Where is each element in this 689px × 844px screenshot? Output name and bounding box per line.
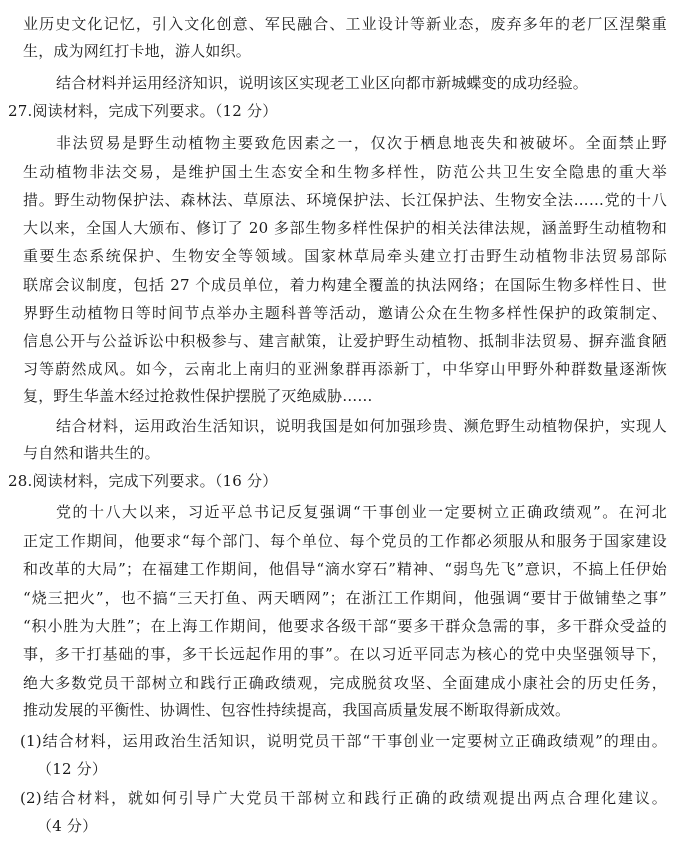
q28-material-line-2: 正定工作期间，他要求“每个部门、每个单位、每个党员的工作都必须服从和服务于国家建设: [23, 532, 667, 550]
q27-question-line-1: 结合材料，运用政治生活知识，说明我国是如何加强珍贵、濒危野生动植物保护，实现人: [56, 417, 667, 435]
q27-material-line-5: 重要生态系统保护、生物安全等领域。国家林草局牵头建立打击野生动植物非法贸易部际: [23, 247, 667, 265]
intro-line-2: 生，成为网红打卡地，游人如织。: [23, 42, 252, 60]
q27-material-line-9: 习等蔚然成风。如今，云南北上南归的亚洲象群再添新丁，中华穿山甲野外种群数量逐渐恢: [23, 360, 667, 378]
q28-material-line-7: 绝大多数党员干部树立和践行正确政绩观，完成脱贫攻坚、全面建成小康社会的历史任务，: [23, 674, 667, 692]
q28-sub2-points: （4 分）: [37, 817, 98, 835]
q28-header: 28.阅读材料，完成下列要求。（16 分）: [8, 472, 278, 490]
q28-material-line-4: “烧三把火”，也不搞“三天打鱼、两天晒网”；在浙江工作期间，他强调“要甘于做铺垫之事”: [23, 589, 667, 607]
q28-material-line-8: 推动发展的平衡性、协调性、包容性持续提高，我国高质量发展不断取得新成效。: [23, 701, 571, 719]
q28-material-line-5: “积小胜为大胜”；在上海工作期间，他要求各级干部“要多干群众急需的事，多干群众受益的: [23, 617, 667, 635]
q27-material-line-6: 联席会议制度，包括 27 个成员单位，着力构建全覆盖的执法网络；在国际生物多样性日、世: [23, 276, 667, 294]
q27-material-line-7: 界野生动植物日等时间节点举办主题科普等活动，邀请公众在生物多样性保护的政策制定、: [23, 304, 667, 322]
q27-material-line-2: 生动植物非法交易，是维护国土生态安全和生物多样性，防范公共卫生安全隐患的重大举: [23, 163, 667, 181]
q28-material-line-1: 党的十八大以来，习近平总书记反复强调“干事创业一定要树立正确政绩观”。在河北: [56, 503, 667, 521]
intro-question: 结合材料并运用经济知识，说明该区实现老工业区向都市新城蝶变的成功经验。: [56, 74, 589, 92]
q27-material-line-4: 大以来，全国人大颁布、修订了 20 多部生物多样性保护的相关法律法规，涵盖野生动植物和: [23, 219, 667, 237]
q27-material-line-1: 非法贸易是野生动植物主要致危因素之一，仅次于栖息地丧失和被破坏。全面禁止野: [56, 134, 667, 152]
q28-sub1-text: (1)结合材料，运用政治生活知识，说明党员干部“干事创业一定要树立正确政绩观”的理由。: [20, 732, 667, 750]
q28-material-line-6: 事，多干打基础的事，多干长远起作用的事”。在以习近平同志为核心的党中央坚强领导下，: [23, 645, 667, 663]
q27-header: 27.阅读材料，完成下列要求。（12 分）: [8, 102, 278, 120]
q27-material-line-8: 信息公开与公益诉讼中积极参与、建言献策，让爱护野生动植物、抵制非法贸易、摒弃滥食陋: [23, 332, 667, 350]
q28-material-line-3: 和改革的大局”；在福建工作期间，他倡导“滴水穿石”精神、“弱鸟先飞”意识，不搞上任伊始: [23, 560, 667, 578]
intro-line-1: 业历史文化记忆，引入文化创意、军民融合、工业设计等新业态，废弃多年的老厂区涅槃重: [23, 15, 667, 33]
q27-material-line-3: 措。野生动物保护法、森林法、草原法、环境保护法、长江保护法、生物安全法……党的十八: [23, 191, 667, 209]
q28-sub1-points: （12 分）: [37, 760, 108, 778]
q27-material-line-10: 复，野生华盖木经过抢救性保护摆脱了灭绝威胁……: [23, 387, 373, 405]
q28-sub2-text: (2)结合材料，就如何引导广大党员干部树立和践行正确的政绩观提出两点合理化建议。: [20, 789, 667, 807]
q27-question-line-2: 与自然和谐共生的。: [23, 444, 160, 462]
